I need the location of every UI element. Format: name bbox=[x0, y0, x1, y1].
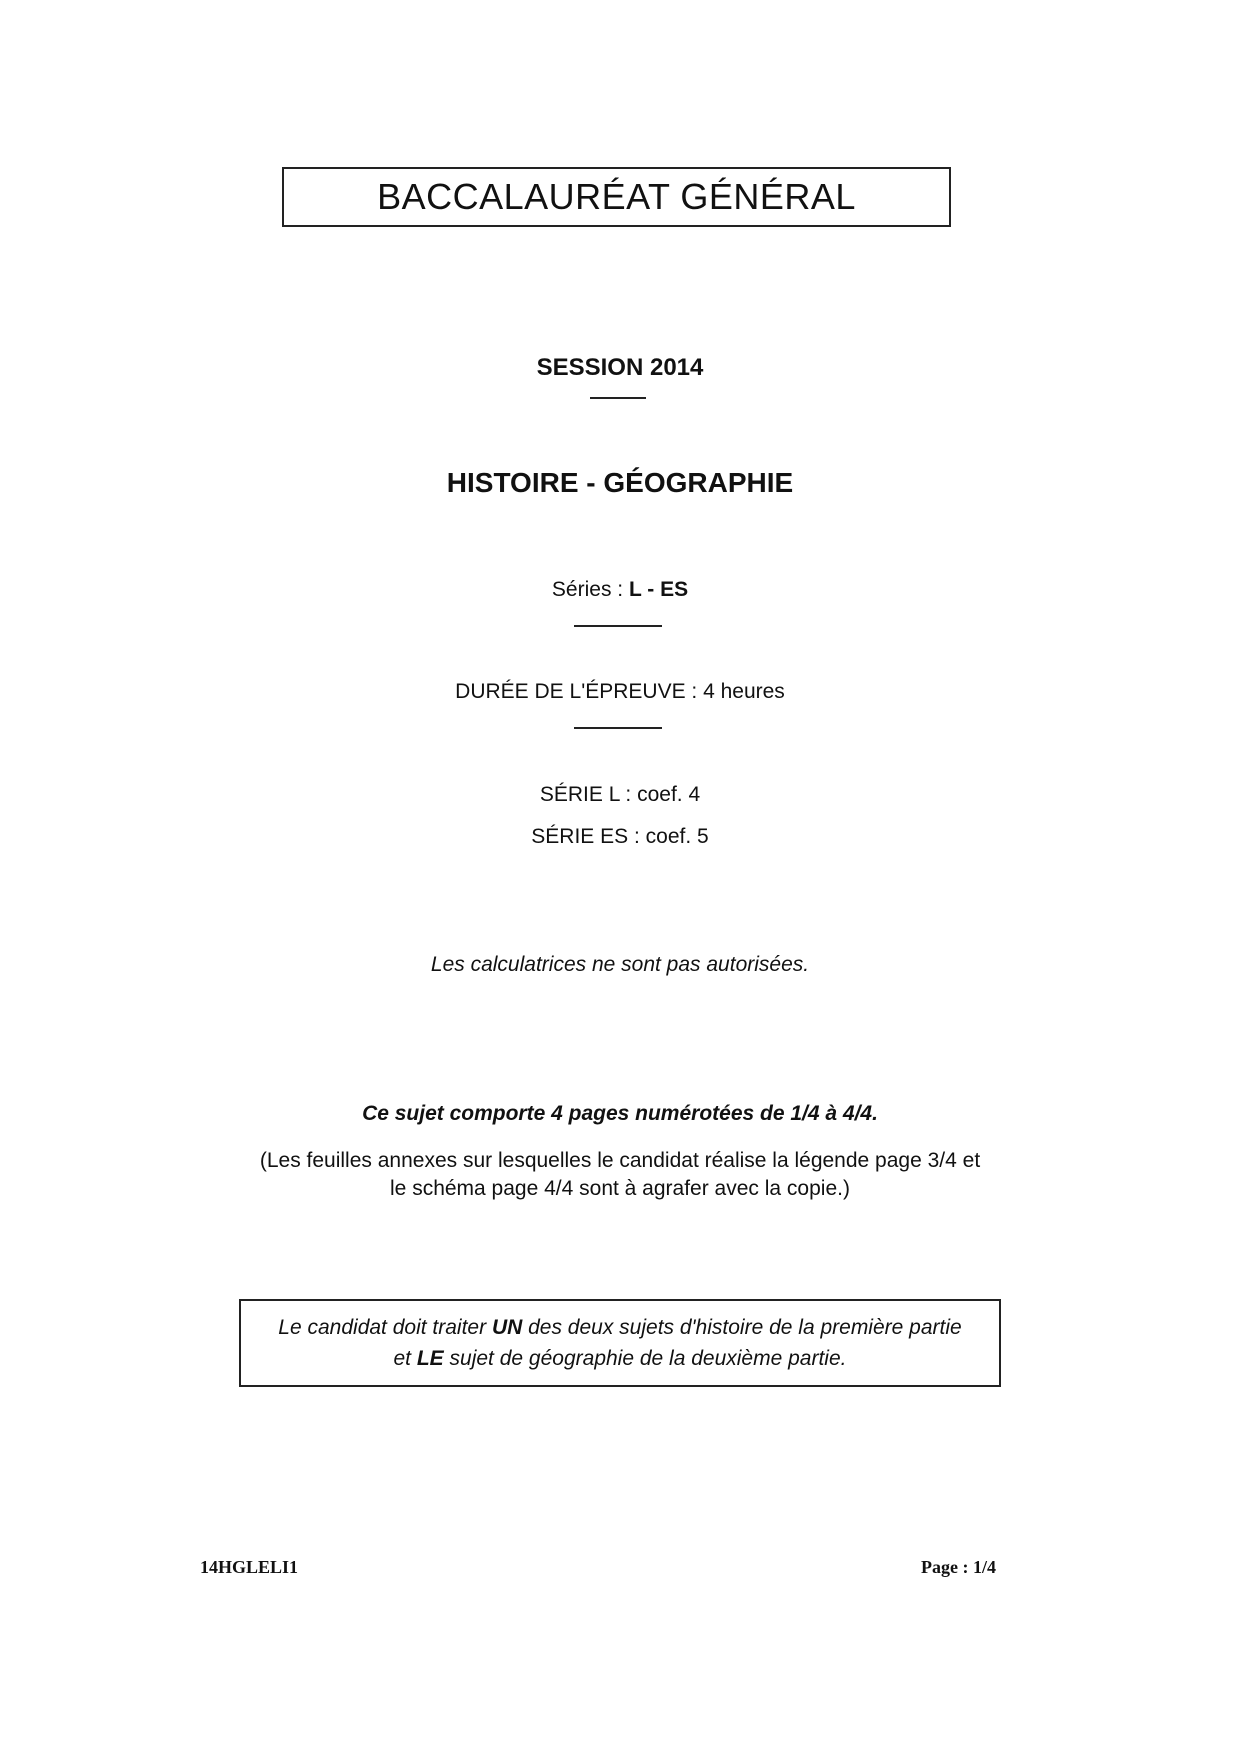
instructions-text: des deux sujets d'histoire de la première partie bbox=[522, 1316, 962, 1339]
series-label: Séries : bbox=[551, 578, 629, 601]
instructions-emphasis: UN bbox=[491, 1316, 523, 1339]
instructions-text: et bbox=[393, 1347, 417, 1370]
instructions-line-2 bbox=[394, 1343, 847, 1374]
divider bbox=[574, 625, 662, 627]
annexe-line-2: le schéma page 4/4 sont à agrafer avec la copie.) bbox=[390, 1177, 850, 1200]
annexe-notice bbox=[0, 1147, 1240, 1203]
divider bbox=[590, 397, 646, 399]
instructions-text: sujet de géographie de la deuxième partie. bbox=[443, 1347, 847, 1370]
annexe-line-1: (Les feuilles annexes sur lesquelles le candidat réalise la légende page 3/4 et bbox=[259, 1149, 981, 1172]
page-number: Page : 1/4 bbox=[921, 1557, 996, 1577]
coefficient-serie-l: SÉRIE L : coef. 4 bbox=[539, 783, 701, 806]
instructions-emphasis: LE bbox=[416, 1347, 444, 1370]
calculator-notice: Les calculatrices ne sont pas autorisées. bbox=[430, 953, 810, 976]
pages-notice: Ce sujet comporte 4 pages numérotées de 1/4 à 4/4. bbox=[362, 1102, 878, 1125]
subject-title: HISTOIRE - GÉOGRAPHIE bbox=[446, 467, 794, 498]
divider bbox=[574, 727, 662, 729]
document-code: 14HGLELI1 bbox=[200, 1557, 299, 1577]
coefficient-serie-es: SÉRIE ES : coef. 5 bbox=[531, 825, 709, 848]
duration-line: DURÉE DE L'ÉPREUVE : 4 heures bbox=[455, 680, 785, 703]
title-box bbox=[282, 167, 951, 227]
series-line bbox=[0, 578, 1240, 602]
instructions-text: Le candidat doit traiter bbox=[278, 1316, 492, 1339]
session-label: SESSION 2014 bbox=[536, 354, 704, 381]
exam-title: BACCALAURÉAT GÉNÉRAL bbox=[377, 176, 856, 217]
instructions-box bbox=[239, 1299, 1001, 1387]
instructions-line-1 bbox=[278, 1312, 961, 1343]
series-value: L - ES bbox=[628, 578, 689, 601]
